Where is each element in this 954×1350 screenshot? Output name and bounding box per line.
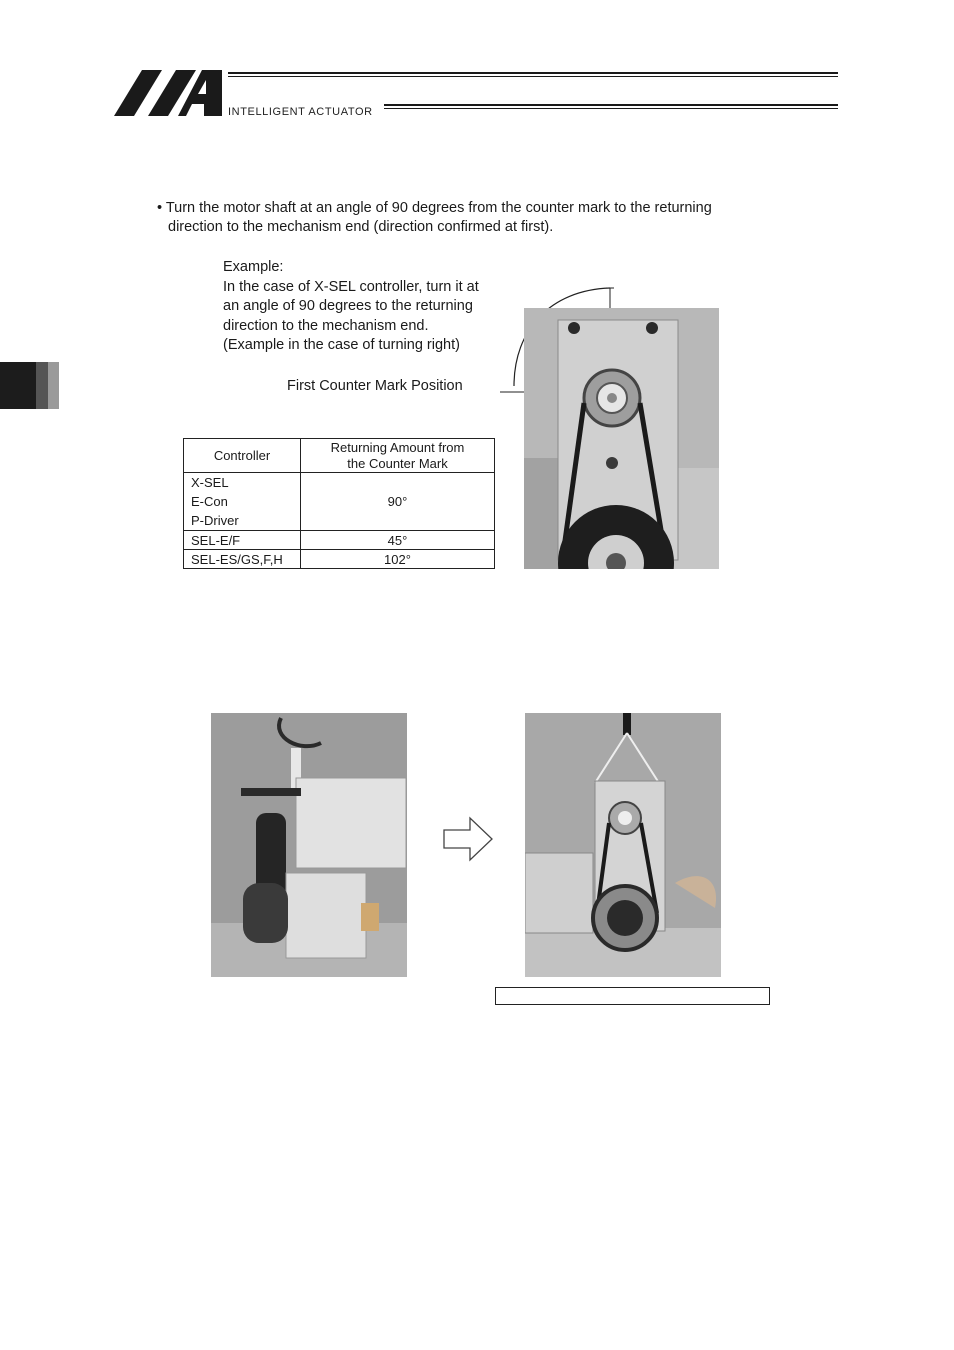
actuator-front-photo bbox=[525, 713, 721, 977]
header-controller: Controller bbox=[184, 439, 301, 473]
controller-cell: SEL-E/F bbox=[184, 531, 301, 550]
example-line: (Example in the case of turning right) bbox=[223, 337, 460, 353]
actuator-side-photo bbox=[211, 713, 407, 977]
example-text bbox=[223, 258, 523, 356]
returning-amount-table bbox=[183, 438, 495, 569]
header-amount-line1: Returning Amount from bbox=[330, 439, 465, 455]
header-rule-bottom-1 bbox=[384, 104, 838, 106]
photo-caption-box bbox=[495, 987, 770, 1005]
controller-name: P-Driver bbox=[191, 513, 239, 528]
amount-cell: 102° bbox=[301, 550, 495, 569]
amount-cell: 90° bbox=[301, 473, 495, 531]
controller-cell: SEL-ES/GS,F,H bbox=[184, 550, 301, 569]
example-line: an angle of 90 degrees to the returning bbox=[223, 298, 473, 314]
table-row bbox=[184, 531, 495, 550]
arrow-right-icon bbox=[442, 816, 494, 862]
amount-cell: 45° bbox=[301, 531, 495, 550]
brand-text: INTELLIGENT ACTUATOR bbox=[228, 106, 373, 118]
example-line: In the case of X-SEL controller, turn it at bbox=[223, 278, 479, 295]
bullet-line-1: • Turn the motor shaft at an angle of 90 degrees from the counter mark to the returning bbox=[157, 200, 712, 216]
example-line: direction to the mechanism end. bbox=[223, 317, 429, 334]
table-row bbox=[184, 550, 495, 569]
header-rule-bottom-2 bbox=[384, 108, 838, 109]
header-rule-top-2 bbox=[228, 76, 838, 77]
header-rule-top-1 bbox=[228, 72, 838, 74]
table-header-row bbox=[184, 439, 495, 473]
instruction-bullet bbox=[157, 199, 797, 237]
bullet-line-2: direction to the mechanism end (direction confirmed at first). bbox=[168, 219, 554, 235]
controller-name: X-SEL bbox=[191, 475, 229, 490]
iai-logo bbox=[112, 68, 224, 118]
controller-name: E-Con bbox=[191, 494, 228, 509]
controller-cell bbox=[184, 473, 301, 531]
table-row bbox=[184, 473, 495, 531]
example-line: Example: bbox=[223, 259, 284, 275]
counter-mark-label: First Counter Mark Position bbox=[287, 378, 463, 394]
header-amount-line2: the Counter Mark bbox=[347, 455, 448, 471]
motor-pulley-photo bbox=[524, 308, 719, 569]
header-amount bbox=[301, 439, 495, 473]
